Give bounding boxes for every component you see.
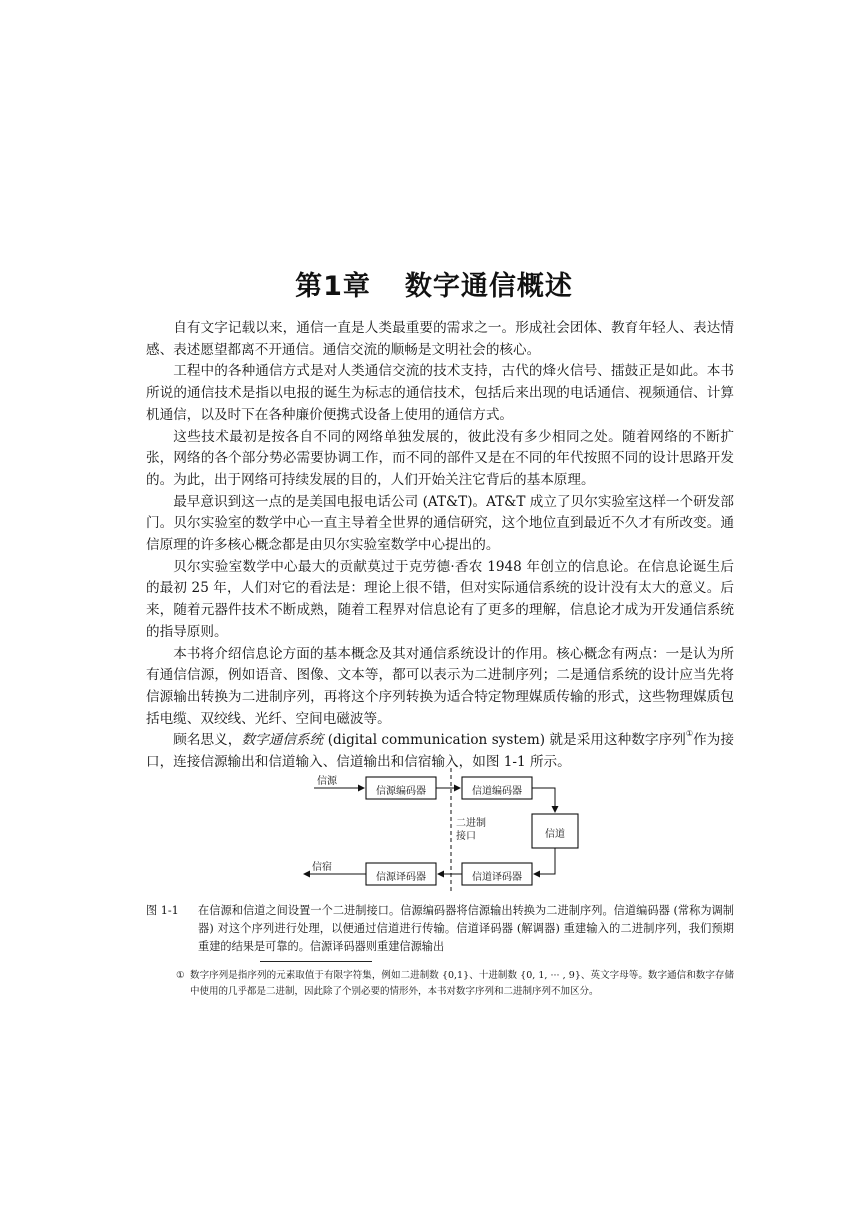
footnote-text: 数字序列是指序列的元素取值于有限字符集，例如二进制数 {0,1}、十进制数 {0, 1, ··· , 9}、英文字母等。数字通信和数字存储中使用的几乎都是二进制，因此除了个别必要的情形外，本书对数字序列和二进制序列不加区分。 <box>190 970 734 997</box>
figure-1-1-diagram <box>300 768 590 894</box>
footnote-divider <box>260 961 372 962</box>
paragraph-4: 最早意识到这一点的是美国电报电话公司 (AT&T)。AT&T 成立了贝尔实验室这样一个研发部门。贝尔实验室的数学中心一直主导着全世界的通信研究，这个地位直到最近不久才有所改变。通信原理的许多核心概念都是由贝尔实验室数学中心提出的。 <box>146 493 734 554</box>
source-encoder-label: 信源编码器 <box>376 786 426 797</box>
figure-number: 图 1-1 <box>146 904 179 917</box>
paragraph-6: 本书将介绍信息论方面的基本概念及其对通信系统设计的作用。核心概念有两点：一是认为所有通信信源，例如语音、图像、文本等，都可以表示为二进制序列；二是通信系统的设计应当先将信源输出转换为二进制序列，再将这个序列转换为适合特定物理媒质传输的形式，这些物理媒质包括电缆、双绞线、光纤、空间电磁波等。 <box>146 645 734 727</box>
footnote-reference[interactable]: ① <box>685 729 694 739</box>
source-decoder-label: 信源译码器 <box>376 872 426 883</box>
chapter-name: 数字通信概述 <box>404 271 573 302</box>
channel-label: 信道 <box>545 829 565 840</box>
paragraph-7-pre: 顾名思义， <box>173 732 242 749</box>
binary-interface-label-line2: 接口 <box>456 831 476 842</box>
chapter-title <box>0 264 868 303</box>
channel-encoder-label: 信道编码器 <box>472 786 522 797</box>
term-digital-communication-system: 数字通信系统 <box>241 732 324 749</box>
footnote <box>176 968 734 1000</box>
channel-decoder-label: 信道译码器 <box>472 872 522 883</box>
figure-caption <box>146 902 734 956</box>
sink-label: 信宿 <box>312 862 332 873</box>
paragraph-7-post: 作为接口，连接信源输出和信道输入、信道输出和信宿输入，如图 1-1 所示。 <box>146 732 735 771</box>
figure-caption-text: 在信源和信道之间设置一个二进制接口。信源编码器将信源输出转换为二进制序列。信道编码器 (常称为调制器) 对这个序列进行处理，以便通过信道进行传输。信道译码器 (解调器) 重建输入的二进制序列，我们预期重建的结果是可靠的。信源译码器则重建信源输出 <box>198 904 734 953</box>
binary-interface-label-line1: 二进制 <box>456 818 486 829</box>
paragraph-3: 这些技术最初是按各自不同的网络单独发展的，彼此没有多少相同之处。随着网络的不断扩张，网络的各个部分势必需要协调工作，而不同的部件又是在不同的年代按照不同的设计思路开发的。为此，出于网络可持续发展的目的，人们开始关注它背后的基本原理。 <box>146 428 734 488</box>
body-text <box>146 318 734 774</box>
paragraph-1: 自有文字记载以来，通信一直是人类最重要的需求之一。形成社会团体、教育年轻人、表达情感、表述愿望都离不开通信。通信交流的顺畅是文明社会的核心。 <box>146 320 734 358</box>
chapter-number: 第1章 <box>295 271 371 302</box>
source-label: 信源 <box>317 776 337 787</box>
paragraph-5: 贝尔实验室数学中心最大的贡献莫过于克劳德·香农 1948 年创立的信息论。在信息论诞生后的最初 25 年，人们对它的看法是：理论上很不错，但对实际通信系统的设计没有太大的意义。后来，随着元器件技术不断成熟，随着工程界对信息论有了更多的理解，信息论才成为开发通信系统的指导原则。 <box>146 558 734 640</box>
paragraph-7-mid: (digital communication system) 就是采用这种数字序列 <box>323 732 686 749</box>
footnote-mark: ① <box>176 970 185 981</box>
paragraph-2: 工程中的各种通信方式是对人类通信交流的技术支持，古代的烽火信号、擂鼓正是如此。本书所说的通信技术是指以电报的诞生为标志的通信技术，包括后来出现的电话通信、视频通信、计算机通信，以及时下在各种廉价便携式设备上使用的通信方式。 <box>146 363 734 423</box>
